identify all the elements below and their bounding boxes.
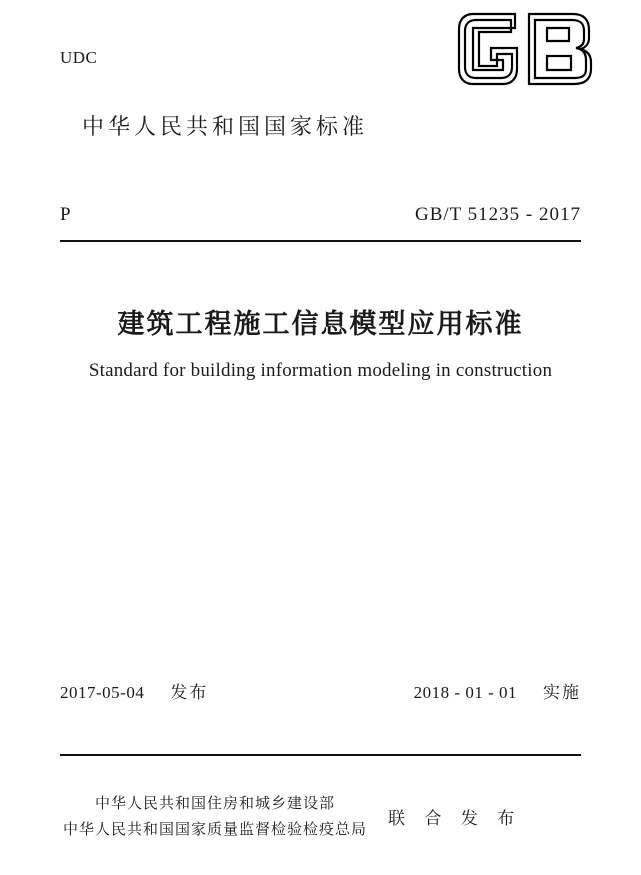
effective-date-group xyxy=(414,678,581,703)
issuer-line-1: 中华人民共和国住房和城乡建设部 xyxy=(94,794,335,812)
page-title-english: Standard for building information modeling in construction xyxy=(88,360,553,381)
divider-bottom xyxy=(60,754,581,756)
standard-code-row xyxy=(60,204,581,226)
effective-action-label: 实施 xyxy=(543,683,581,703)
effective-date: 2018 - 01 - 01 xyxy=(413,683,517,702)
issuer-list xyxy=(60,790,370,842)
divider-top xyxy=(60,240,581,242)
gb-logo-icon xyxy=(455,8,605,90)
standard-number: GB/T 51235 - 2017 xyxy=(414,204,581,225)
national-standard-heading: 中华人民共和国国家标准 xyxy=(82,115,369,140)
issuer-line-2: 中华人民共和国国家质量监督检验检疫总局 xyxy=(62,820,367,838)
classification-letter: P xyxy=(60,204,72,225)
issue-action-label: 发布 xyxy=(170,683,209,703)
issue-date-group xyxy=(60,678,208,703)
footer-issuers-row xyxy=(60,790,581,842)
joint-release-label: 联 合 发 布 xyxy=(388,808,522,829)
issue-date: 2017-05-04 xyxy=(60,683,145,702)
page-title-chinese: 建筑工程施工信息模型应用标准 xyxy=(117,309,524,340)
dates-row xyxy=(60,678,581,703)
udc-label: UDC xyxy=(60,48,98,67)
